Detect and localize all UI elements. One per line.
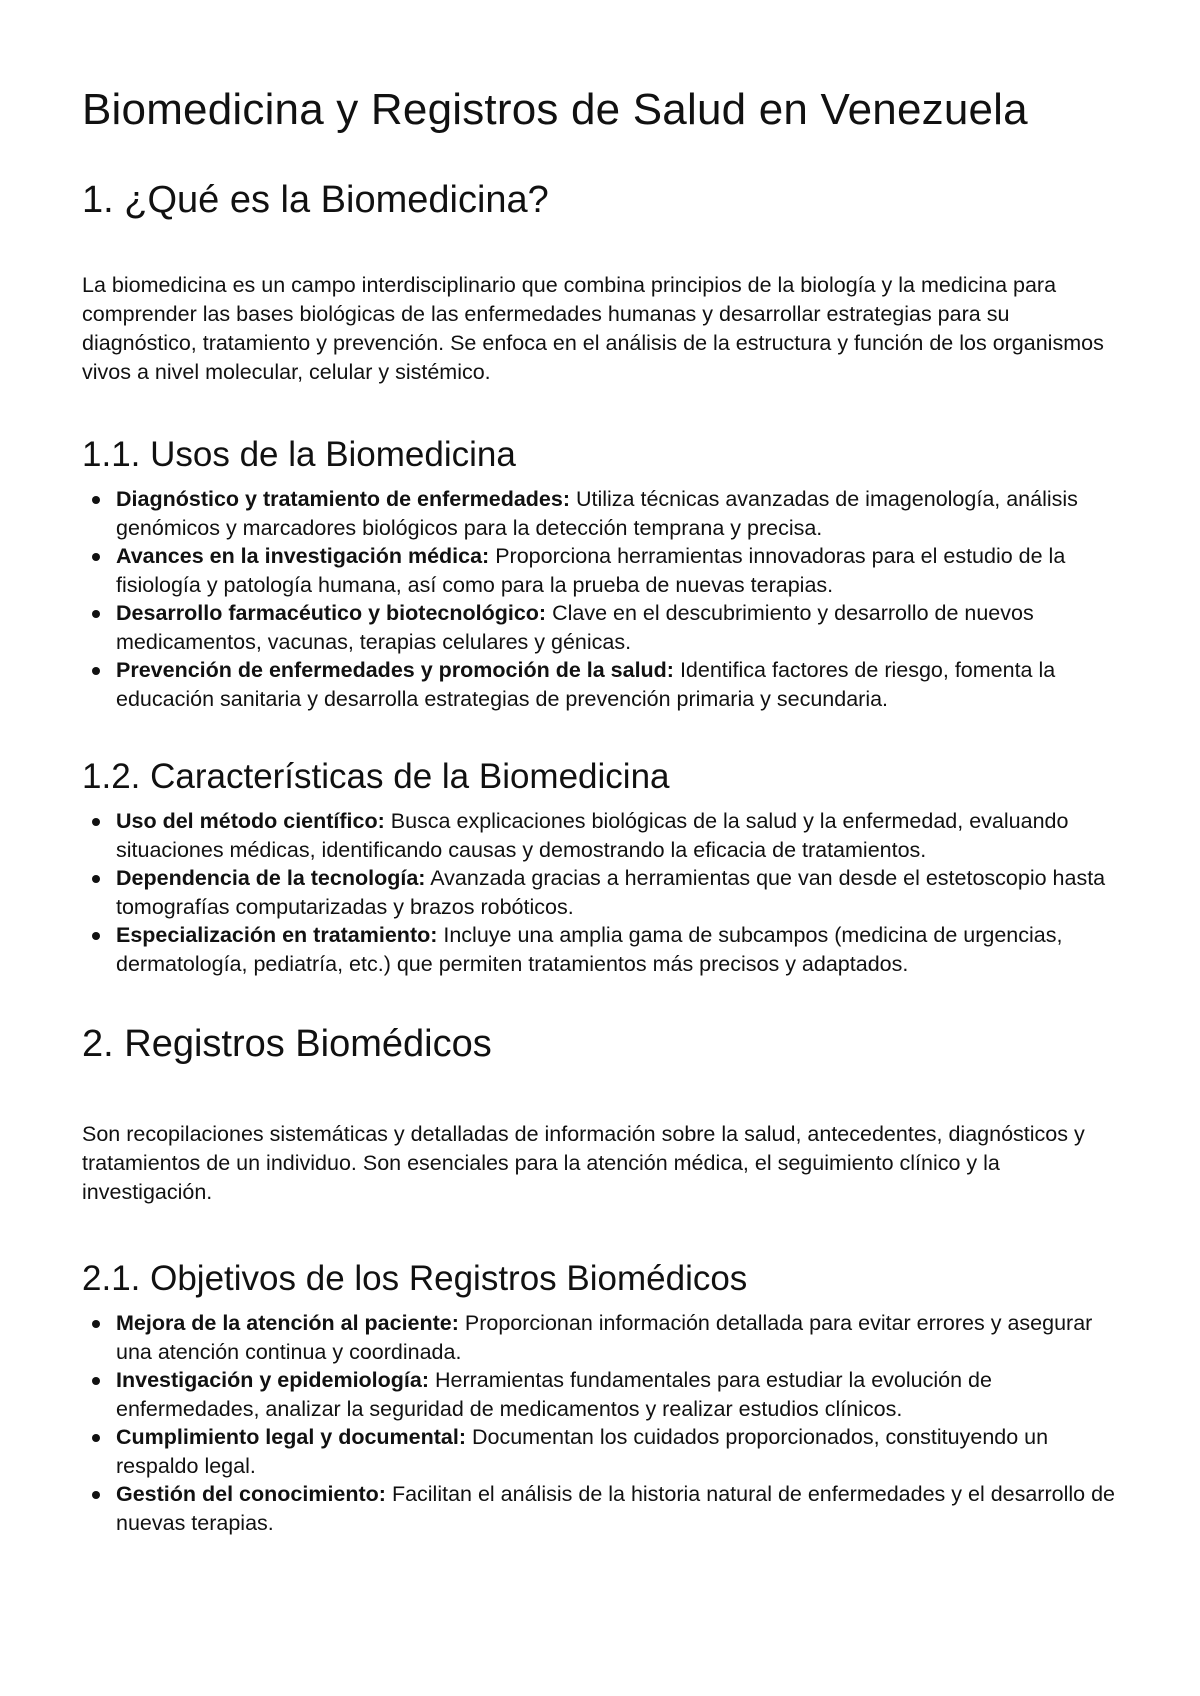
list-item [116, 921, 1120, 978]
list-item [116, 599, 1120, 656]
list-item-term: Cumplimiento legal y documental: [116, 1425, 467, 1449]
list-item [116, 1366, 1120, 1423]
caracteristicas-heading: 1.2. Características de la Biomedicina [82, 757, 670, 796]
objetivos-heading: 2.1. Objetivos de los Registros Biomédicos [82, 1259, 748, 1298]
list-item-text: Clave en el descubrimiento y desarrollo de nuevos medicamentos, vacunas, terapias celulares y génicas. [116, 601, 1034, 654]
list-item-term: Especialización en tratamiento: [116, 923, 438, 947]
caracteristicas-list [82, 807, 1120, 978]
list-item-term: Avances en la investigación médica: [116, 544, 490, 568]
section-2-heading: 2. Registros Biomédicos [82, 1023, 492, 1065]
list-item [116, 1423, 1120, 1480]
list-item-text: Herramientas fundamentales para estudiar la evolución de enfermedades, analizar la seguridad de medicamentos y realizar estudios clínicos. [116, 1368, 992, 1421]
list-item [116, 542, 1120, 599]
section-2-paragraph: Son recopilaciones sistemáticas y detalladas de información sobre la salud, antecedentes, diagnósticos y tratamientos de un individuo. Son esenciales para la atención médica, el seguimiento clínico y la investigación. [82, 1122, 1085, 1204]
list-item-term: Gestión del conocimiento: [116, 1482, 386, 1506]
list-item [116, 1480, 1120, 1537]
list-item-text: Utiliza técnicas avanzadas de imagenología, análisis genómicos y marcadores biológicos para la detección temprana y precisa. [116, 487, 1078, 540]
list-item [116, 807, 1120, 864]
list-item-term: Mejora de la atención al paciente: [116, 1311, 459, 1335]
list-item-term: Uso del método científico: [116, 809, 385, 833]
list-item [116, 485, 1120, 542]
list-item-text: Incluye una amplia gama de subcampos (medicina de urgencias, dermatología, pediatría, etc.) que permiten tratamientos más precisos y adaptados. [116, 923, 1063, 976]
list-item-text: Avanzada gracias a herramientas que van desde el estetoscopio hasta tomografías computarizadas y brazos robóticos. [116, 866, 1106, 919]
list-item-term: Dependencia de la tecnología: [116, 866, 426, 890]
list-item-text: Identifica factores de riesgo, fomenta la educación sanitaria y desarrolla estrategias de prevención primaria y secundaria. [116, 658, 1056, 711]
list-item-text: Documentan los cuidados proporcionados, constituyendo un respaldo legal. [116, 1425, 1049, 1478]
objetivos-list [82, 1309, 1120, 1537]
list-item-term: Desarrollo farmacéutico y biotecnológico: [116, 601, 547, 625]
list-item-term: Diagnóstico y tratamiento de enfermedades: [116, 487, 570, 511]
document-title: Biomedicina y Registros de Salud en Venezuela [82, 85, 1028, 134]
section-1-heading: 1. ¿Qué es la Biomedicina? [82, 179, 549, 221]
usos-list [82, 485, 1120, 713]
usos-heading: 1.1. Usos de la Biomedicina [82, 435, 516, 474]
list-item [116, 864, 1120, 921]
list-item [116, 1309, 1120, 1366]
list-item-term: Prevención de enfermedades y promoción de la salud: [116, 658, 674, 682]
list-item-term: Investigación y epidemiología: [116, 1368, 430, 1392]
list-item-text: Facilitan el análisis de la historia natural de enfermedades y el desarrollo de nuevas terapias. [116, 1482, 1115, 1535]
section-1-paragraph: La biomedicina es un campo interdisciplinario que combina principios de la biología y la medicina para comprender las bases biológicas de las enfermedades humanas y desarrollar estrategias para su diagnóstico, tratamiento y prevención. Se enfoca en el análisis de la estructura y función de los organismos vivos a nivel molecular, celular y sistémico. [82, 273, 1104, 384]
list-item [116, 656, 1120, 713]
list-item-text: Proporciona herramientas innovadoras para el estudio de la fisiología y patología humana, así como para la prueba de nuevas terapias. [116, 544, 1066, 597]
list-item-text: Proporcionan información detallada para evitar errores y asegurar una atención continua y coordinada. [116, 1311, 1093, 1364]
list-item-text: Busca explicaciones biológicas de la salud y la enfermedad, evaluando situaciones médicas, identificando causas y demostrando la eficacia de tratamientos. [116, 809, 1069, 862]
